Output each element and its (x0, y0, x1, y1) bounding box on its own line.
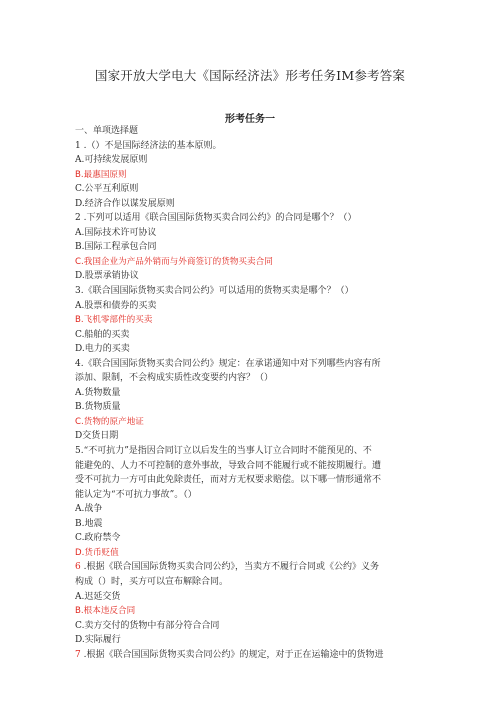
option-6c: C.卖方交付的货物中有部分符合合同 (75, 620, 220, 631)
question-4-line-2: 添加、限制，不会构成实质性改变要约内容？（） (75, 373, 274, 384)
answer-5d: D.货币贬值 (75, 547, 119, 558)
option-3c: C.船舶的买卖 (75, 329, 130, 340)
question-4-line-1: 4.《联合国国际货物买卖合同公约》规定：在承诺通知中对下列哪些内容有所 (75, 358, 381, 369)
question-5-line-1: 5.“不可抗力”是指因合同订立以后发生的当事人订立合同时不能预见的、不 (75, 446, 372, 457)
answer-3b: B.飞机零部件的买卖 (75, 315, 153, 326)
question-6-line-2: 构成（）时，买方可以宣布解除合同。 (75, 576, 229, 587)
question-5-line-4: 能认定为“不可抗力事故”。（） (75, 489, 197, 500)
answer-2c: C.我国企业为产品外销而与外商签订的货物买卖合同 (75, 256, 273, 267)
question-3: 3.《联合国国际货物买卖合同公约》可以适用的货物买卖是哪个？（） (75, 286, 354, 297)
question-number: 7 (75, 649, 81, 660)
question-number: 6 (75, 562, 81, 573)
question-6-line-1: 6 .根据《联合国国际货物买卖合同公约》，当卖方不履行合同或《公约》义务 (75, 562, 379, 573)
answer-1b: B.最惠国原则 (75, 169, 127, 180)
option-6d: D.实际履行 (75, 635, 121, 646)
option-4a: A.货物数量 (75, 387, 121, 398)
answer-4c: C.货物的原产地证 (75, 416, 144, 427)
section-title: 形考任务一 (225, 114, 275, 125)
option-6a: A.迟延交货 (75, 591, 121, 602)
option-1a: A.可持续发展原则 (75, 155, 148, 166)
option-1d: D.经济合作以谋发展原则 (75, 198, 175, 209)
option-4d: D交货日期 (75, 431, 119, 442)
question-1: 1 .（）不是国际经济法的基本原则。 (75, 140, 222, 151)
document-body (75, 124, 427, 662)
option-2a: A.国际技术许可协议 (75, 227, 157, 238)
option-2b: B.国际工程承包合同 (75, 242, 157, 253)
option-1c: C.公平互利原则 (75, 184, 139, 195)
option-5c: C.政府禁令 (75, 533, 121, 544)
option-5a: A.战争 (75, 504, 103, 515)
option-2d: D.股票承销协议 (75, 271, 139, 282)
option-5b: B.地震 (75, 518, 103, 529)
option-4b: B.货物质量 (75, 402, 121, 413)
document-title: 国家开放大学电大《国际经济法》形考任务IM参考答案 (94, 68, 406, 83)
question-7-line-1: 7 .根据《联合国国际货物买卖合同公约》的规定，对于正在运输途中的货物进 (75, 649, 384, 660)
option-3a: A.股票和债券的买卖 (75, 300, 157, 311)
question-5-line-2: 能避免的、人力不可控制的意外事故，导致合同不能履行或不能按期履行。遭 (75, 460, 382, 471)
part-heading: 一、单项选择题 (75, 126, 139, 136)
option-3d: D.电力的买卖 (75, 344, 130, 355)
answer-6b: B.根本违反合同 (75, 606, 136, 617)
question-5-line-3: 受不可抗力一方可由此免除责任，而对方无权要求赔偿。以下哪一情形通常不 (75, 475, 382, 486)
question-2: 2 .下列可以适用《联合国国际货物买卖合同公约》的合同是哪个？（） (75, 213, 357, 224)
